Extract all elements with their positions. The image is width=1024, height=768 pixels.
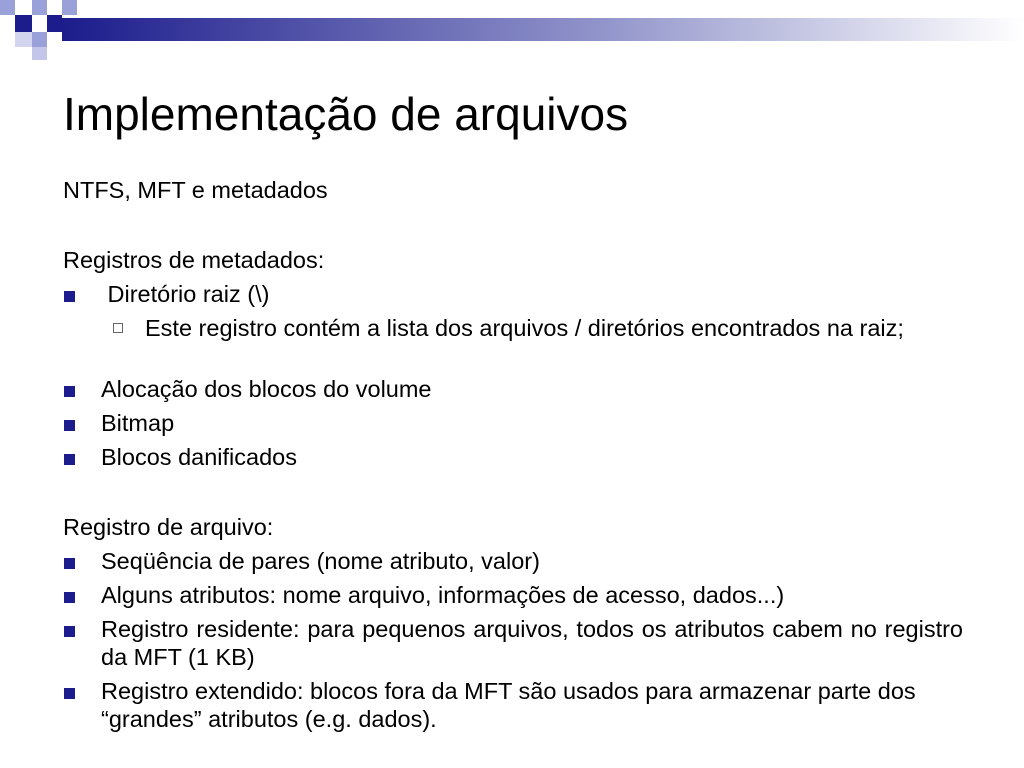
hollow-square-bullet-icon	[113, 323, 123, 333]
square-bullet-icon	[64, 626, 75, 637]
decor-square	[32, 32, 47, 47]
decor-square	[15, 15, 32, 32]
header-gradient-bar	[62, 18, 1024, 41]
decor-square	[32, 47, 47, 60]
list-item-text: Diretório raiz (\)	[101, 281, 270, 307]
list-item-text: Registro extendido: blocos fora da MFT são usados para armazenar parte dos “grandes” atributos (e.g. dados).	[101, 678, 916, 732]
square-bullet-icon	[64, 454, 75, 465]
decor-square	[62, 0, 77, 15]
square-bullet-icon	[64, 558, 75, 569]
square-bullet-icon	[64, 386, 75, 397]
header-decoration	[0, 0, 1024, 70]
square-bullet-icon	[64, 420, 75, 431]
metadata-section-heading: Registros de metadados:	[63, 247, 325, 273]
slide-title: Implementação de arquivos	[63, 88, 629, 140]
file-section-heading: Registro de arquivo:	[63, 514, 274, 540]
slide-subtitle: NTFS, MFT e metadados	[63, 177, 328, 203]
list-item-text: Alguns atributos: nome arquivo, informações de acesso, dados...)	[101, 582, 785, 608]
square-bullet-icon	[64, 688, 75, 699]
decor-square	[32, 0, 47, 15]
decor-square	[47, 15, 62, 32]
list-item-text: Alocação dos blocos do volume	[101, 376, 432, 402]
list-item-text: Registro residente: para pequenos arquivos, todos os atributos cabem no registro da MFT (1 KB)	[101, 616, 963, 670]
list-item-text: Blocos danificados	[101, 444, 297, 470]
sub-list-item-text: Este registro contém a lista dos arquivos / diretórios encontrados na raiz;	[145, 315, 904, 341]
decor-square	[0, 0, 15, 15]
decor-square	[15, 32, 32, 47]
square-bullet-icon	[64, 291, 75, 302]
list-item-text: Bitmap	[101, 410, 175, 436]
list-item-text: Seqüência de pares (nome atributo, valor)	[101, 548, 540, 574]
square-bullet-icon	[64, 592, 75, 603]
